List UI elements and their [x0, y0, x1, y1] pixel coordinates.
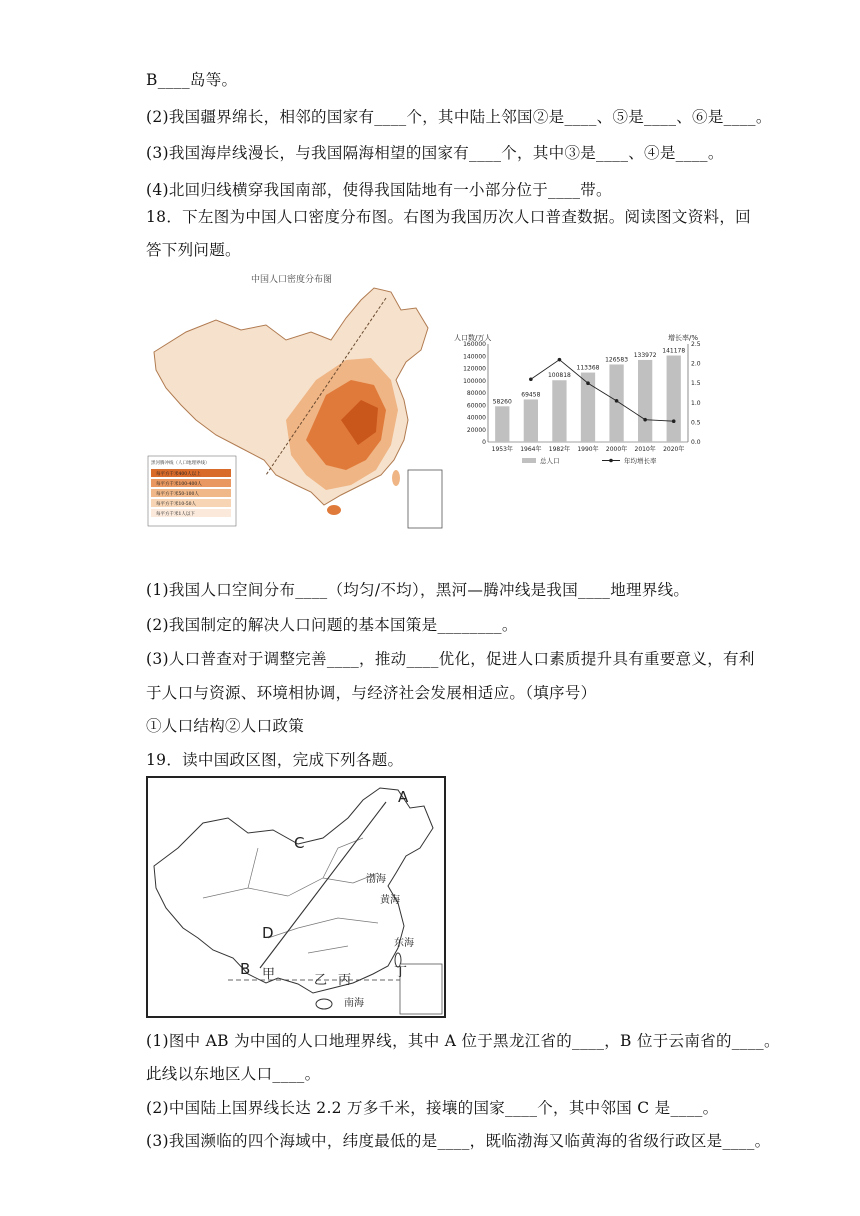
label-huanghai: 黄海 — [380, 895, 400, 906]
y-tick-label: 140000 — [463, 353, 486, 361]
legend-swatch-point — [609, 459, 613, 463]
data-point — [558, 358, 562, 362]
label-jia: 甲 — [262, 967, 276, 982]
data-point — [672, 419, 676, 423]
data-point — [643, 418, 647, 422]
question-text-line: 18．下左图为中国人口密度分布图。右图为我国历次人口普查数据。阅读图文资料，回 — [146, 208, 751, 226]
china-outline — [154, 788, 433, 993]
map-title: 中国人口密度分布图 — [251, 275, 333, 285]
question-text-line: 答下列问题。 — [146, 241, 241, 259]
y-tick-label: 40000 — [466, 414, 486, 422]
y-axis-label: 人口数/万人 — [454, 334, 492, 342]
y2-tick-label: 0.0 — [691, 439, 701, 446]
bar-value-label: 69458 — [521, 391, 541, 399]
y-tick-label: 20000 — [466, 426, 486, 434]
data-point — [586, 381, 590, 385]
question-text-line: (4)北回归线横穿我国南部，使得我国陆地有一小部分位于____带。 — [146, 181, 612, 199]
y-tick-label: 60000 — [466, 402, 486, 410]
y2-tick-label: 0.5 — [691, 419, 701, 427]
map-legend — [148, 456, 236, 526]
bar-value-label: 113368 — [576, 364, 600, 372]
question-text-line: (1)图中 AB 为中国的人口地理界线，其中 A 位于黑龙江省的____，B 位于云南省的____。 — [146, 1032, 780, 1050]
data-point — [529, 377, 533, 381]
bar-value-label: 141178 — [662, 347, 686, 355]
bar — [552, 380, 566, 442]
legend-label: 总人口 — [540, 457, 560, 465]
label-C: C — [294, 834, 305, 852]
data-point — [615, 399, 619, 403]
y-tick-label: 100000 — [463, 377, 486, 385]
x-tick-label: 2010年 — [634, 446, 656, 453]
label-yi: 乙 — [314, 973, 328, 988]
bar-value-label: 100818 — [547, 372, 571, 380]
x-tick-label: 1982年 — [548, 446, 571, 453]
label-A: A — [398, 788, 409, 806]
legend-item: 每平方千米1人以下 — [156, 512, 195, 517]
question-text-line: (2)中国陆上国界线长达 2.2 万多千米，接壤的国家____个，其中邻国 C 是____。 — [146, 1099, 719, 1117]
question-text-line: (2)我国制定的解决人口问题的基本国策是________。 — [146, 616, 518, 634]
bar — [638, 360, 652, 442]
y2-tick-label: 1.0 — [691, 399, 701, 407]
x-tick-label: 1953年 — [491, 446, 513, 453]
legend-item: 每平方千米100-400人 — [156, 482, 202, 487]
x-tick-label: 2000年 — [605, 446, 628, 453]
label-ding: 丁 — [394, 965, 408, 980]
bar-value-label: 126583 — [605, 356, 629, 364]
label-D: D — [262, 924, 274, 942]
question-text-line: 于人口与资源、环境相协调，与经济社会发展相适应。（填序号） — [146, 684, 597, 702]
label-bohai: 渤海 — [366, 874, 386, 885]
label-nanhai: 南海 — [344, 998, 364, 1009]
legend-swatch-bar — [522, 458, 536, 463]
census-chart — [452, 330, 722, 480]
question-text-line: ①人口结构②人口政策 — [146, 717, 305, 735]
question-text-line: (2)我国疆界绵长，相邻的国家有____个，其中陆上邻国②是____、⑤是____、⑥是____。 — [146, 108, 772, 126]
legend-item: 每平方千米10-50人 — [156, 502, 196, 507]
population-density-map — [146, 270, 446, 540]
x-tick-label: 2020年 — [663, 446, 685, 453]
bar — [667, 356, 681, 442]
bar-value-label: 58260 — [492, 398, 512, 406]
bar — [524, 399, 538, 442]
y2-tick-label: 2.0 — [691, 360, 701, 368]
question-text-line: B____岛等。 — [146, 71, 238, 89]
x-tick-label: 1964年 — [520, 446, 542, 453]
label-bing: 丙 — [338, 973, 352, 988]
y-tick-label: 120000 — [463, 365, 486, 373]
y-tick-label: 0 — [482, 439, 486, 446]
y-tick-label: 80000 — [466, 390, 486, 397]
y2-tick-label: 1.5 — [691, 380, 701, 388]
y-tick-label: 160000 — [463, 341, 486, 348]
china-political-map — [146, 776, 446, 1018]
legend-item: 每平方千米400人以上 — [156, 472, 201, 477]
question-text-line: 19．读中国政区图，完成下列各题。 — [146, 751, 404, 769]
label-B: B — [240, 960, 251, 978]
x-tick-label: 1990年 — [577, 446, 599, 453]
question-text-line: (3)我国海岸线漫长，与我国隔海相望的国家有____个，其中③是____、④是____。 — [146, 144, 724, 162]
legend-title: 黑河腾冲线（人口地理界线） — [151, 461, 210, 466]
question-text-line: (3)我国濒临的四个海域中，纬度最低的是____，既临渤海又临黄海的省级行政区是____。 — [146, 1132, 771, 1150]
label-donghai: 东海 — [394, 938, 414, 949]
bar — [495, 406, 509, 442]
bar-value-label: 133972 — [633, 351, 657, 359]
y2-tick-label: 2.5 — [691, 341, 701, 348]
legend-item: 每平方千米50-100人 — [156, 492, 199, 497]
question-text-line: (3)人口普查对于调整完善____，推动____优化，促进人口素质提升具有重要意义，有利 — [146, 650, 755, 668]
question-text-line: (1)我国人口空间分布____（均匀/不均），黑河—腾冲线是我国____地理界线。 — [146, 581, 690, 599]
question-text-line: 此线以东地区人口____。 — [146, 1065, 321, 1083]
legend-label: 年均增长率 — [624, 457, 657, 465]
y2-axis-label: 增长率/% — [668, 334, 699, 342]
bar — [609, 364, 623, 442]
